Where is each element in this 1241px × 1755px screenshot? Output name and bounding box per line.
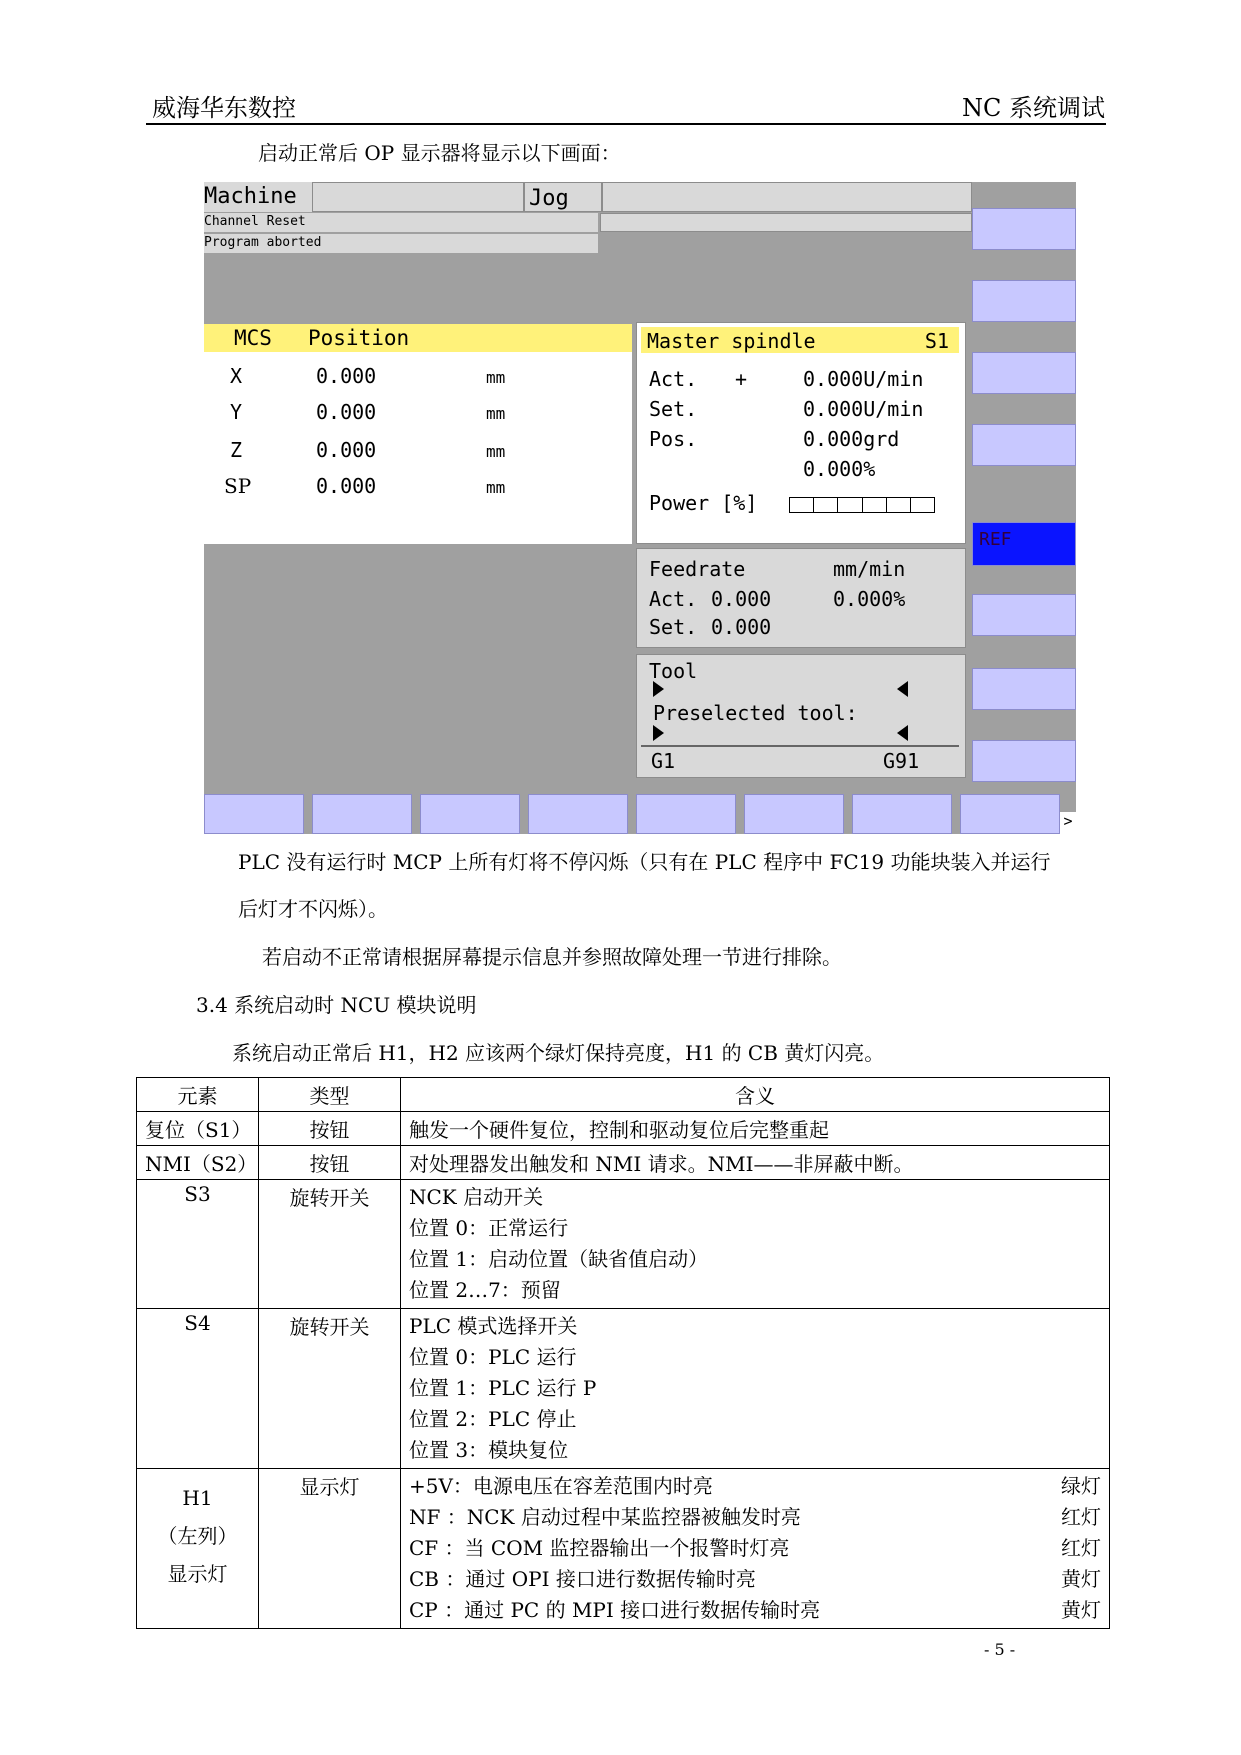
lamp-color: 红灯: [1061, 1536, 1101, 1560]
page-number: - 5 -: [984, 1640, 1016, 1659]
row-s2-type: 按钮: [259, 1146, 401, 1180]
axis-z-value: 0.000: [316, 438, 377, 462]
feed-set-label: Set.: [649, 615, 698, 639]
lamp-row: [409, 1502, 1101, 1533]
row-h1-desc: [401, 1469, 1110, 1629]
row-h1-element: [137, 1469, 259, 1629]
spindle-act-sign: +: [735, 367, 748, 391]
row-s2-element: NMI（S2）: [137, 1146, 259, 1180]
program-path-field: [312, 182, 524, 212]
lamp-desc: CB ：通过 OPI 接口进行数据传输时亮: [409, 1567, 756, 1591]
tool-divider: [641, 745, 959, 747]
lamp-desc: CP ：通过 PC 的 MPI 接口进行数据传输时亮: [409, 1598, 821, 1622]
row-s1-desc: 触发一个硬件复位，控制和驱动复位后完整重起: [401, 1112, 1110, 1146]
header-chapter: NC 系统调试: [962, 94, 1105, 122]
mcs-title: MCS: [234, 326, 272, 350]
vertical-softkey-6[interactable]: [972, 594, 1076, 636]
spindle-header: [641, 327, 959, 353]
axis-y-value: 0.000: [316, 400, 377, 424]
ncu-elements-table: [136, 1077, 1110, 1629]
status-program: Program aborted: [204, 234, 598, 253]
tool-arrow-left-icon: [897, 681, 908, 697]
lamp-row: [409, 1595, 1101, 1626]
axis-x-unit: mm: [486, 368, 506, 387]
tool-title: Tool: [649, 659, 698, 683]
row-s4-element: S4: [137, 1309, 259, 1469]
lamp-row: [409, 1533, 1101, 1564]
alarm-field: [602, 182, 972, 212]
s3-line: 位置 1：启动位置（缺省值启动）: [409, 1247, 709, 1271]
vertical-softkey-2[interactable]: [972, 280, 1076, 322]
lamp-color: 黄灯: [1061, 1598, 1101, 1622]
spindle-power-label: Power [%]: [649, 491, 758, 515]
lamp-desc: NF ：NCK 启动过程中某监控器被触发时亮: [409, 1505, 801, 1529]
plc-note-line1: PLC 没有运行时 MCP 上所有灯将不停闪烁（只有在 PLC 程序中 FC19 功能块装入并运行: [238, 850, 1051, 874]
h1-element-line: H1: [182, 1486, 213, 1510]
row-s4-type: 旋转开关: [259, 1309, 401, 1469]
gcode-g1: G1: [651, 749, 676, 773]
row-h1-type: 显示灯: [259, 1469, 401, 1629]
mode-jog: Jog: [524, 182, 602, 212]
more-softkeys-icon[interactable]: >: [1060, 812, 1076, 834]
s4-line: 位置 3：模块复位: [409, 1438, 569, 1462]
preselected-arrow-left-icon: [897, 725, 908, 741]
lamp-row: [409, 1471, 1101, 1502]
spindle-id: S1: [924, 329, 949, 353]
horizontal-softkey-8[interactable]: [960, 794, 1060, 834]
lamp-color: 红灯: [1061, 1505, 1101, 1529]
spindle-set-label: Set.: [649, 397, 698, 421]
row-s3-element: S3: [137, 1180, 259, 1309]
spindle-pos-label: Pos.: [649, 427, 698, 451]
lamp-desc: +5V：电源电压在容差范围内时亮: [409, 1474, 713, 1498]
axis-y-unit: mm: [486, 404, 506, 423]
lamp-color: 绿灯: [1061, 1474, 1101, 1498]
gcode-g91: G91: [883, 749, 920, 773]
status-right-field: [600, 213, 972, 232]
ref-softkey[interactable]: REF: [972, 522, 1076, 566]
lamp-color: 黄灯: [1061, 1567, 1101, 1591]
power-bar: [789, 497, 935, 513]
lamp-row: [409, 1564, 1101, 1595]
vertical-softkey-4[interactable]: [972, 424, 1076, 466]
feedrate-unit: mm/min: [833, 557, 906, 581]
axis-y-label: Y: [230, 400, 243, 424]
header-rule: [146, 123, 1106, 125]
feedrate-title: Feedrate: [649, 557, 746, 581]
axis-x-label: X: [230, 364, 243, 388]
s3-line: 位置 2…7：预留: [409, 1278, 561, 1302]
mcs-panel: [204, 324, 632, 544]
row-s4-desc: [401, 1309, 1110, 1469]
spindle-panel: [636, 322, 966, 544]
troubleshoot-note: 若启动不正常请根据屏幕提示信息并参照故障处理一节进行排除。: [262, 945, 842, 969]
axis-sp-unit: mm: [486, 478, 506, 497]
intro-text: 启动正常后 OP 显示器将显示以下画面：: [258, 141, 621, 165]
tool-panel: [636, 654, 966, 778]
row-s1-element: 复位（S1）: [137, 1112, 259, 1146]
vertical-softkey-8[interactable]: [972, 740, 1076, 782]
header-meaning: 含义: [401, 1078, 1110, 1112]
header-element: 元素: [137, 1078, 259, 1112]
horizontal-softkey-2[interactable]: [312, 794, 412, 834]
header-type: 类型: [259, 1078, 401, 1112]
vertical-softkey-1[interactable]: [972, 208, 1076, 250]
horizontal-softkey-7[interactable]: [852, 794, 952, 834]
section-heading: 3.4 系统启动时 NCU 模块说明: [196, 993, 477, 1017]
s4-line: 位置 0：PLC 运行: [409, 1345, 577, 1369]
s3-line: 位置 0：正常运行: [409, 1216, 569, 1240]
s3-line: NCK 启动开关: [409, 1185, 544, 1209]
table-row: [137, 1146, 1110, 1180]
op-screen: [204, 182, 1076, 834]
spindle-percent: 0.000%: [803, 457, 876, 481]
vertical-softkey-7[interactable]: [972, 668, 1076, 710]
row-s3-desc: [401, 1180, 1110, 1309]
feed-act-percent: 0.000%: [833, 587, 906, 611]
table-header-row: [137, 1078, 1110, 1112]
s4-line: 位置 1：PLC 运行 P: [409, 1376, 597, 1400]
horizontal-softkey-3[interactable]: [420, 794, 520, 834]
s4-line: 位置 2：PLC 停止: [409, 1407, 577, 1431]
horizontal-softkey-1[interactable]: [204, 794, 304, 834]
spindle-act-value: 0.000U/min: [803, 367, 924, 391]
s4-line: PLC 模式选择开关: [409, 1314, 578, 1338]
feed-act-label: Act.: [649, 587, 698, 611]
header-company: 威海华东数控: [152, 94, 296, 122]
status-channel: Channel Reset: [204, 213, 598, 232]
mode-machine: Machine: [204, 182, 312, 212]
horizontal-softkey-5[interactable]: [636, 794, 736, 834]
preselected-arrow-right-icon: [653, 725, 664, 741]
axis-sp-label: SP: [224, 474, 252, 498]
feed-act-value: 0.000: [711, 587, 772, 611]
mcs-header: [204, 324, 632, 352]
plc-note-line2: 后灯才不闪烁）。: [238, 897, 388, 921]
section-text: 系统启动正常后 H1，H2 应该两个绿灯保持亮度，H1 的 CB 黄灯闪亮。: [232, 1041, 885, 1065]
axis-sp-value: 0.000: [316, 474, 377, 498]
row-s2-desc: 对处理器发出触发和 NMI 请求。NMI——非屏蔽中断。: [401, 1146, 1110, 1180]
spindle-title: Master spindle: [647, 329, 816, 353]
row-s1-type: 按钮: [259, 1112, 401, 1146]
row-s3-type: 旋转开关: [259, 1180, 401, 1309]
table-row: [137, 1309, 1110, 1469]
table-row: [137, 1469, 1110, 1629]
h1-element-line: （左列）: [157, 1524, 238, 1548]
horizontal-softkey-4[interactable]: [528, 794, 628, 834]
lamp-desc: CF ：当 COM 监控器输出一个报警时灯亮: [409, 1536, 790, 1560]
table-row: [137, 1180, 1110, 1309]
h1-element-line: 显示灯: [167, 1562, 228, 1586]
spindle-pos-value: 0.000grd: [803, 427, 900, 451]
axis-z-label: Z: [230, 438, 243, 462]
axis-x-value: 0.000: [316, 364, 377, 388]
tool-arrow-right-icon: [653, 681, 664, 697]
preselected-tool-label: Preselected tool:: [653, 701, 858, 725]
feedrate-panel: [636, 548, 966, 648]
spindle-set-value: 0.000U/min: [803, 397, 924, 421]
mcs-subtitle: Position: [308, 326, 410, 350]
table-row: [137, 1112, 1110, 1146]
vertical-softkey-3[interactable]: [972, 352, 1076, 394]
horizontal-softkey-6[interactable]: [744, 794, 844, 834]
spindle-act-label: Act.: [649, 367, 698, 391]
axis-z-unit: mm: [486, 442, 506, 461]
feed-set-value: 0.000: [711, 615, 772, 639]
